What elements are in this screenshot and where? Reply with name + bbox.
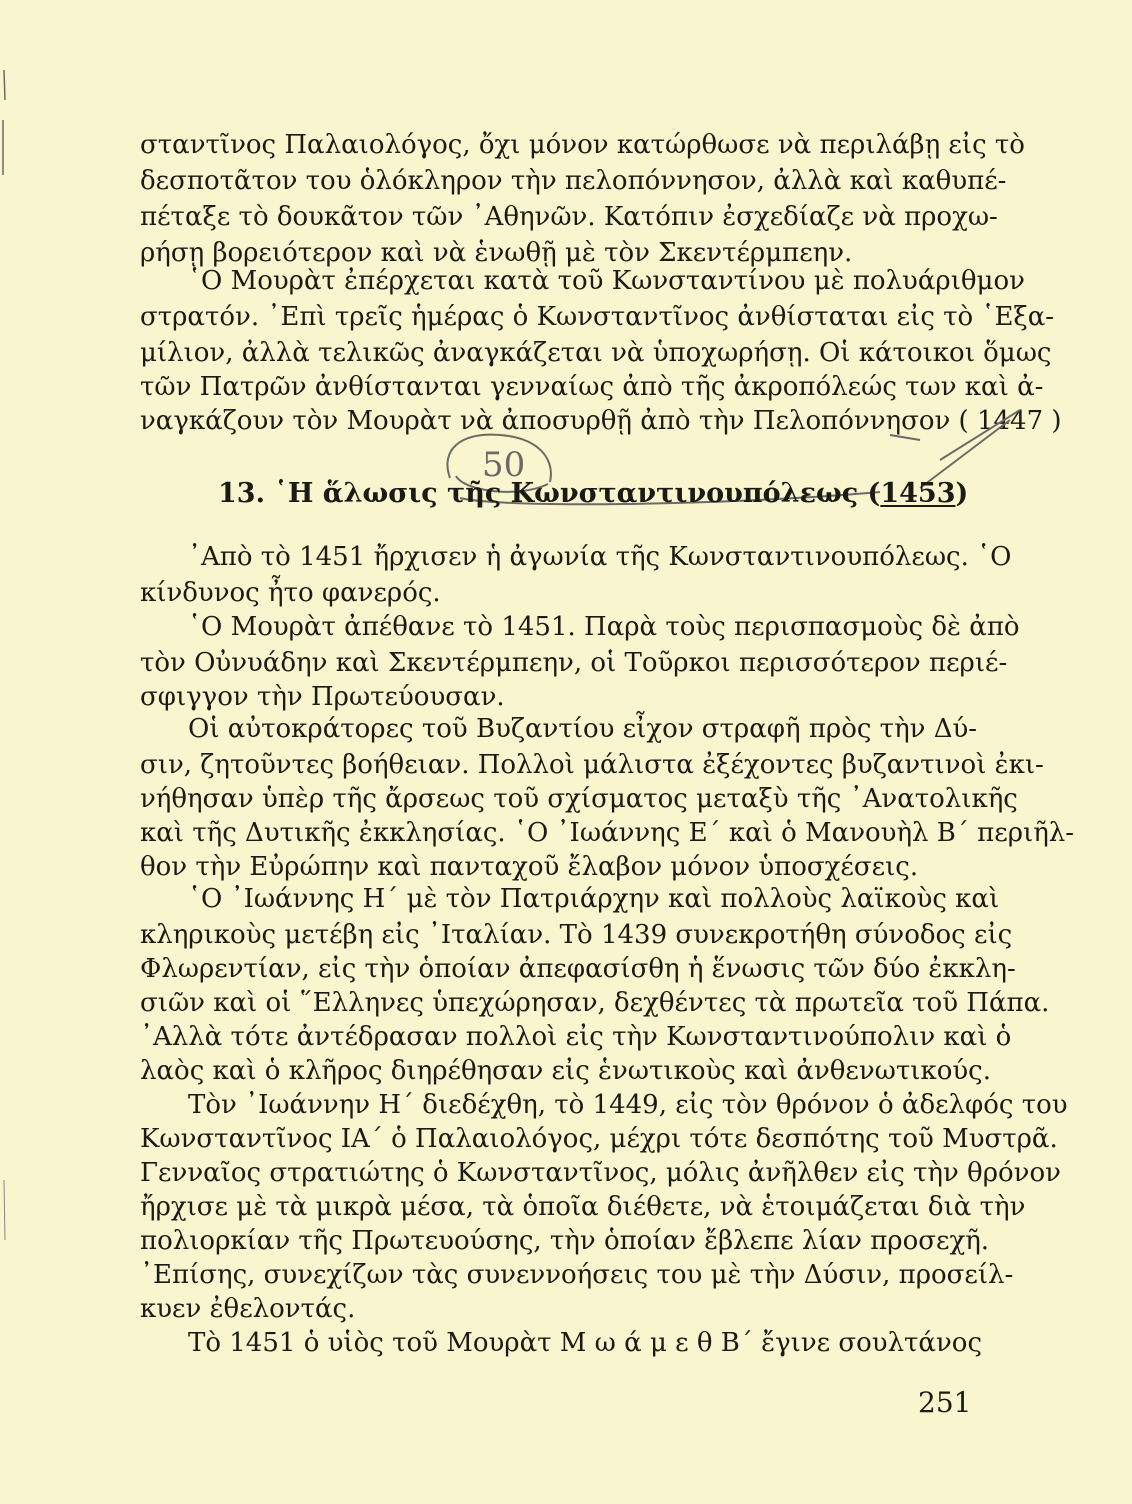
text-line: σιν, ζητοῦντες βοήθειαν. Πολλοὶ μάλιστα ἐξέχοντες βυζαντινοὶ ἐκι-: [140, 750, 1044, 780]
section-heading: [218, 476, 969, 512]
text-line: πολιορκίαν τῆς Πρωτευούσης, τὴν ὁποίαν ἔβλεπε λίαν προσεχῆ.: [140, 1226, 990, 1256]
text-line: τὸν Οὐνυάδην καὶ Σκεντέρμπεην, οἱ Τοῦρκοι περισσότερον περιέ-: [140, 648, 1008, 678]
text-line: σταντῖνος Παλαιολόγος, ὄχι μόνον κατώρθωσε νὰ περιλάβῃ εἰς τὸ: [140, 130, 1025, 160]
text-line: πέταξε τὸ δουκᾶτον τῶν ᾿Αθηνῶν. Κατόπιν ἐσχεδίαζε νὰ προχω-: [140, 202, 998, 232]
text-line: ἤρχισε μὲ τὰ μικρὰ μέσα, τὰ ὁποῖα διέθετε, νὰ ἑτοιμάζεται διὰ τὴν: [140, 1192, 1026, 1222]
text-line: ῾Ο ᾿Ιωάννης Η΄ μὲ τὸν Πατριάρχην καὶ πολλοὺς λαϊκοὺς καὶ: [188, 884, 1000, 914]
text-line: καὶ τῆς Δυτικῆς ἐκκλησίας. ῾Ο ᾿Ιωάννης Ε΄ καὶ ὁ Μανουὴλ Β΄ περιῆλ-: [140, 818, 1075, 848]
text-line: Κωνσταντῖνος ΙΑ΄ ὁ Παλαιολόγος, μέχρι τότε δεσπότης τοῦ Μυστρᾶ.: [140, 1124, 1058, 1154]
text-line: Τὸν ᾿Ιωάννην Η΄ διεδέχθη, τὸ 1449, εἰς τὸν θρόνον ὁ ἀδελφός του: [188, 1090, 1068, 1120]
text-line: νήθησαν ὑπὲρ τῆς ἄρσεως τοῦ σχίσματος μεταξὺ τῆς ᾿Ανατολικῆς: [140, 784, 1018, 814]
text-line: θον τὴν Εὐρώπην καὶ πανταχοῦ ἔλαβον μόνον ὑποσχέσεις.: [140, 852, 919, 882]
svg-text:50: 50: [482, 445, 526, 485]
text-line: στρατόν. ᾿Επὶ τρεῖς ἡμέρας ὁ Κωνσταντῖνος ἀνθίσταται εἰς τὸ ῾Εξα-: [140, 302, 1055, 332]
text-line: κληρικοὺς μετέβη εἰς ᾿Ιταλίαν. Τὸ 1439 συνεκροτήθη σύνοδος εἰς: [140, 920, 1013, 950]
text-line: τῶν Πατρῶν ἀνθίστανται γενναίως ἀπὸ τῆς ἀκροπόλεώς των καὶ ἀ-: [140, 372, 1044, 402]
text-line: Οἱ αὐτοκράτορες τοῦ Βυζαντίου εἶχον στραφῆ πρὸς τὴν Δύ-: [188, 714, 978, 744]
text-line: Τὸ 1451 ὁ υἱὸς τοῦ Μουρὰτ Μ ω ά μ ε θ Β΄ ἔγινε σουλτάνος: [188, 1328, 983, 1358]
section-year: 1453: [880, 478, 956, 509]
text-line: ᾿Αλλὰ τότε ἀντέδρασαν πολλοὶ εἰς τὴν Κωνσταντινούπολιν καὶ ὁ: [140, 1022, 1012, 1052]
text-line: ρήσῃ βορειότερον καὶ νὰ ἑνωθῇ μὲ τὸν Σκεντέρμπεην.: [140, 238, 853, 268]
text-line: ῾Ο Μουρὰτ ἀπέθανε τὸ 1451. Παρὰ τοὺς περισπασμοὺς δὲ ἀπὸ: [188, 612, 1020, 642]
page-number: 251: [918, 1386, 972, 1419]
text-line: ᾿Απὸ τὸ 1451 ἤρχισεν ἡ ἀγωνία τῆς Κωνσταντινουπόλεως. ῾Ο: [188, 542, 1012, 572]
text-line: ᾿Επίσης, συνεχίζων τὰς συνεννοήσεις του μὲ τὴν Δύσιν, προσείλ-: [140, 1260, 1014, 1290]
section-number: 13.: [218, 478, 265, 509]
text-line: δεσποτᾶτον του ὁλόκληρον τὴν πελοπόννησον, ἀλλὰ καὶ καθυπέ-: [140, 166, 1007, 196]
text-line: σφιγγον τὴν Πρωτεύουσαν.: [140, 682, 505, 712]
text-line: σιῶν καὶ οἱ ῞Ελληνες ὑπεχώρησαν, δεχθέντες τὰ πρωτεῖα τοῦ Πάπα.: [140, 988, 1050, 1018]
text-line: κυεν ἐθελοντάς.: [140, 1294, 356, 1324]
text-line: κίνδυνος ἦτο φανερός.: [140, 578, 441, 608]
text-line: ῾Ο Μουρὰτ ἐπέρχεται κατὰ τοῦ Κωνσταντίνου μὲ πολυάριθμον: [188, 266, 1025, 296]
section-title: ῾Η ἅλωσις τῆς Κωνσταντινουπόλεως: [274, 478, 859, 509]
text-line: Φλωρεντίαν, εἰς τὴν ὁποίαν ἀπεφασίσθη ἡ ἕνωσις τῶν δύο ἐκκλη-: [140, 954, 1016, 984]
text-line: ναγκάζουν τὸν Μουρὰτ νὰ ἀποσυρθῇ ἀπὸ τὴν Πελοπόννησον ( 1447 ): [140, 406, 1062, 436]
text-line: Γενναῖος στρατιώτης ὁ Κωνσταντῖνος, μόλις ἀνῆλθεν εἰς τὴν θρόνον: [140, 1158, 1061, 1188]
scan-edge-mark: [0, 0, 20, 1500]
section-year-open: (: [867, 478, 881, 509]
text-line: λαὸς καὶ ὁ κλῆρος διηρέθησαν εἰς ἑνωτικοὺς καὶ ἀνθενωτικούς.: [140, 1056, 991, 1086]
section-year-close: ): [955, 478, 969, 509]
text-line: μίλιον, ἀλλὰ τελικῶς ἀναγκάζεται νὰ ὑποχωρήσῃ. Οἱ κάτοικοι ὅμως: [140, 338, 1052, 368]
